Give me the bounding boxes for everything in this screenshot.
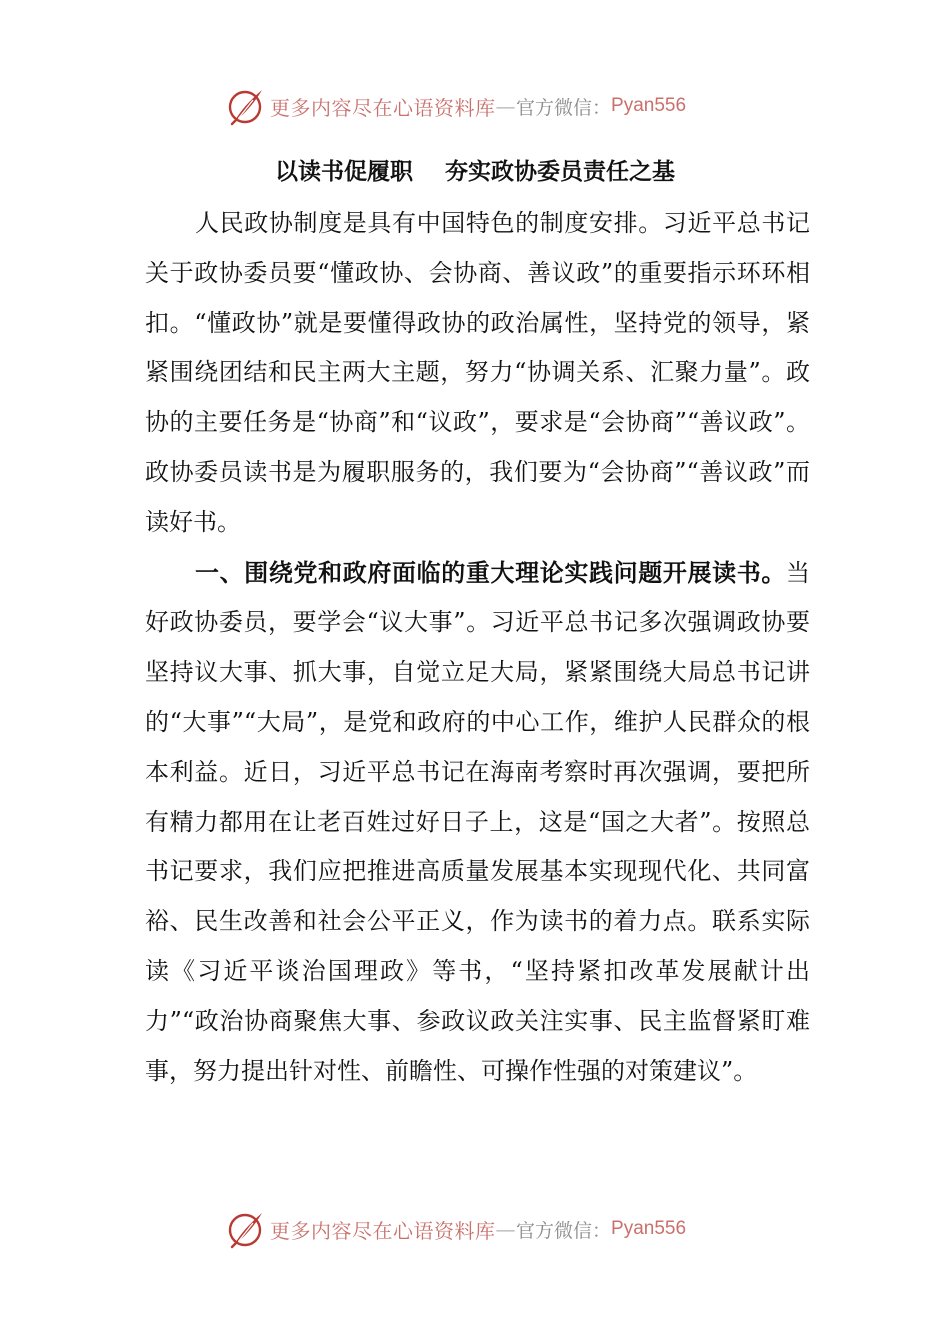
quill-pen-logo-icon <box>226 86 266 126</box>
watermark-text: 更多内容尽在心语资料库 <box>270 1218 496 1243</box>
watermark-label: 官方微信： <box>516 96 612 119</box>
watermark-label: 官方微信： <box>516 1219 612 1242</box>
section-1-paragraph <box>145 548 810 1097</box>
document-body <box>145 199 810 1096</box>
watermark-dash: — <box>495 1217 516 1241</box>
intro-paragraph: 人民政协制度是具有中国特色的制度安排。习近平总书记关于政协委员要“懂政协、会协商、善议政”的重要指示环环相扣。“懂政协”就是要懂得政协的政治属性，坚持党的领导，紧紧围绕团结和民主两大主题，努力“协调关系、汇聚力量”。政协的主要任务是“协商”和“议政”，要求是“会协商”“善议政”。政协委员读书是为履职服务的，我们要为“会协商”“善议政”而读好书。 <box>145 209 810 536</box>
watermark-wechat-id: Pyan556 <box>611 1218 687 1239</box>
watermark-footer <box>226 1209 686 1249</box>
watermark-dash: — <box>495 94 516 118</box>
watermark-header <box>226 86 686 126</box>
section-1-heading: 一、围绕党和政府面临的重大理论实践问题开展读书。 <box>195 557 786 587</box>
section-1-body: 当好政协委员，要学会“议大事”。习近平总书记多次强调政协要坚持议大事、抓大事，自觉立足大局，紧紧围绕大局总书记讲的“大事”“大局”，是党和政府的中心工作，维护人民群众的根本利益。近日，习近平总书记在海南考察时再次强调，要把所有精力都用在让老百姓过好日子上，这是“国之大者”。按照总书记要求，我们应把推进高质量发展基本实现现代化、共同富裕、民生改善和社会公平正义，作为读书的着力点。联系实际读《习近平谈治国理政》等书，“坚持紧扣改革发展献计出力”“政治协商聚焦大事、参政议政关注实事、民主监督紧盯难事，努力提出针对性、前瞻性、可操作性强的对策建议”。 <box>145 558 810 1085</box>
watermark-text: 更多内容尽在心语资料库 <box>270 95 496 120</box>
document-title: 以读书促履职 夯实政协委员责任之基 <box>274 158 676 185</box>
quill-pen-logo-icon <box>226 1209 266 1249</box>
watermark-wechat-id: Pyan556 <box>611 95 687 116</box>
